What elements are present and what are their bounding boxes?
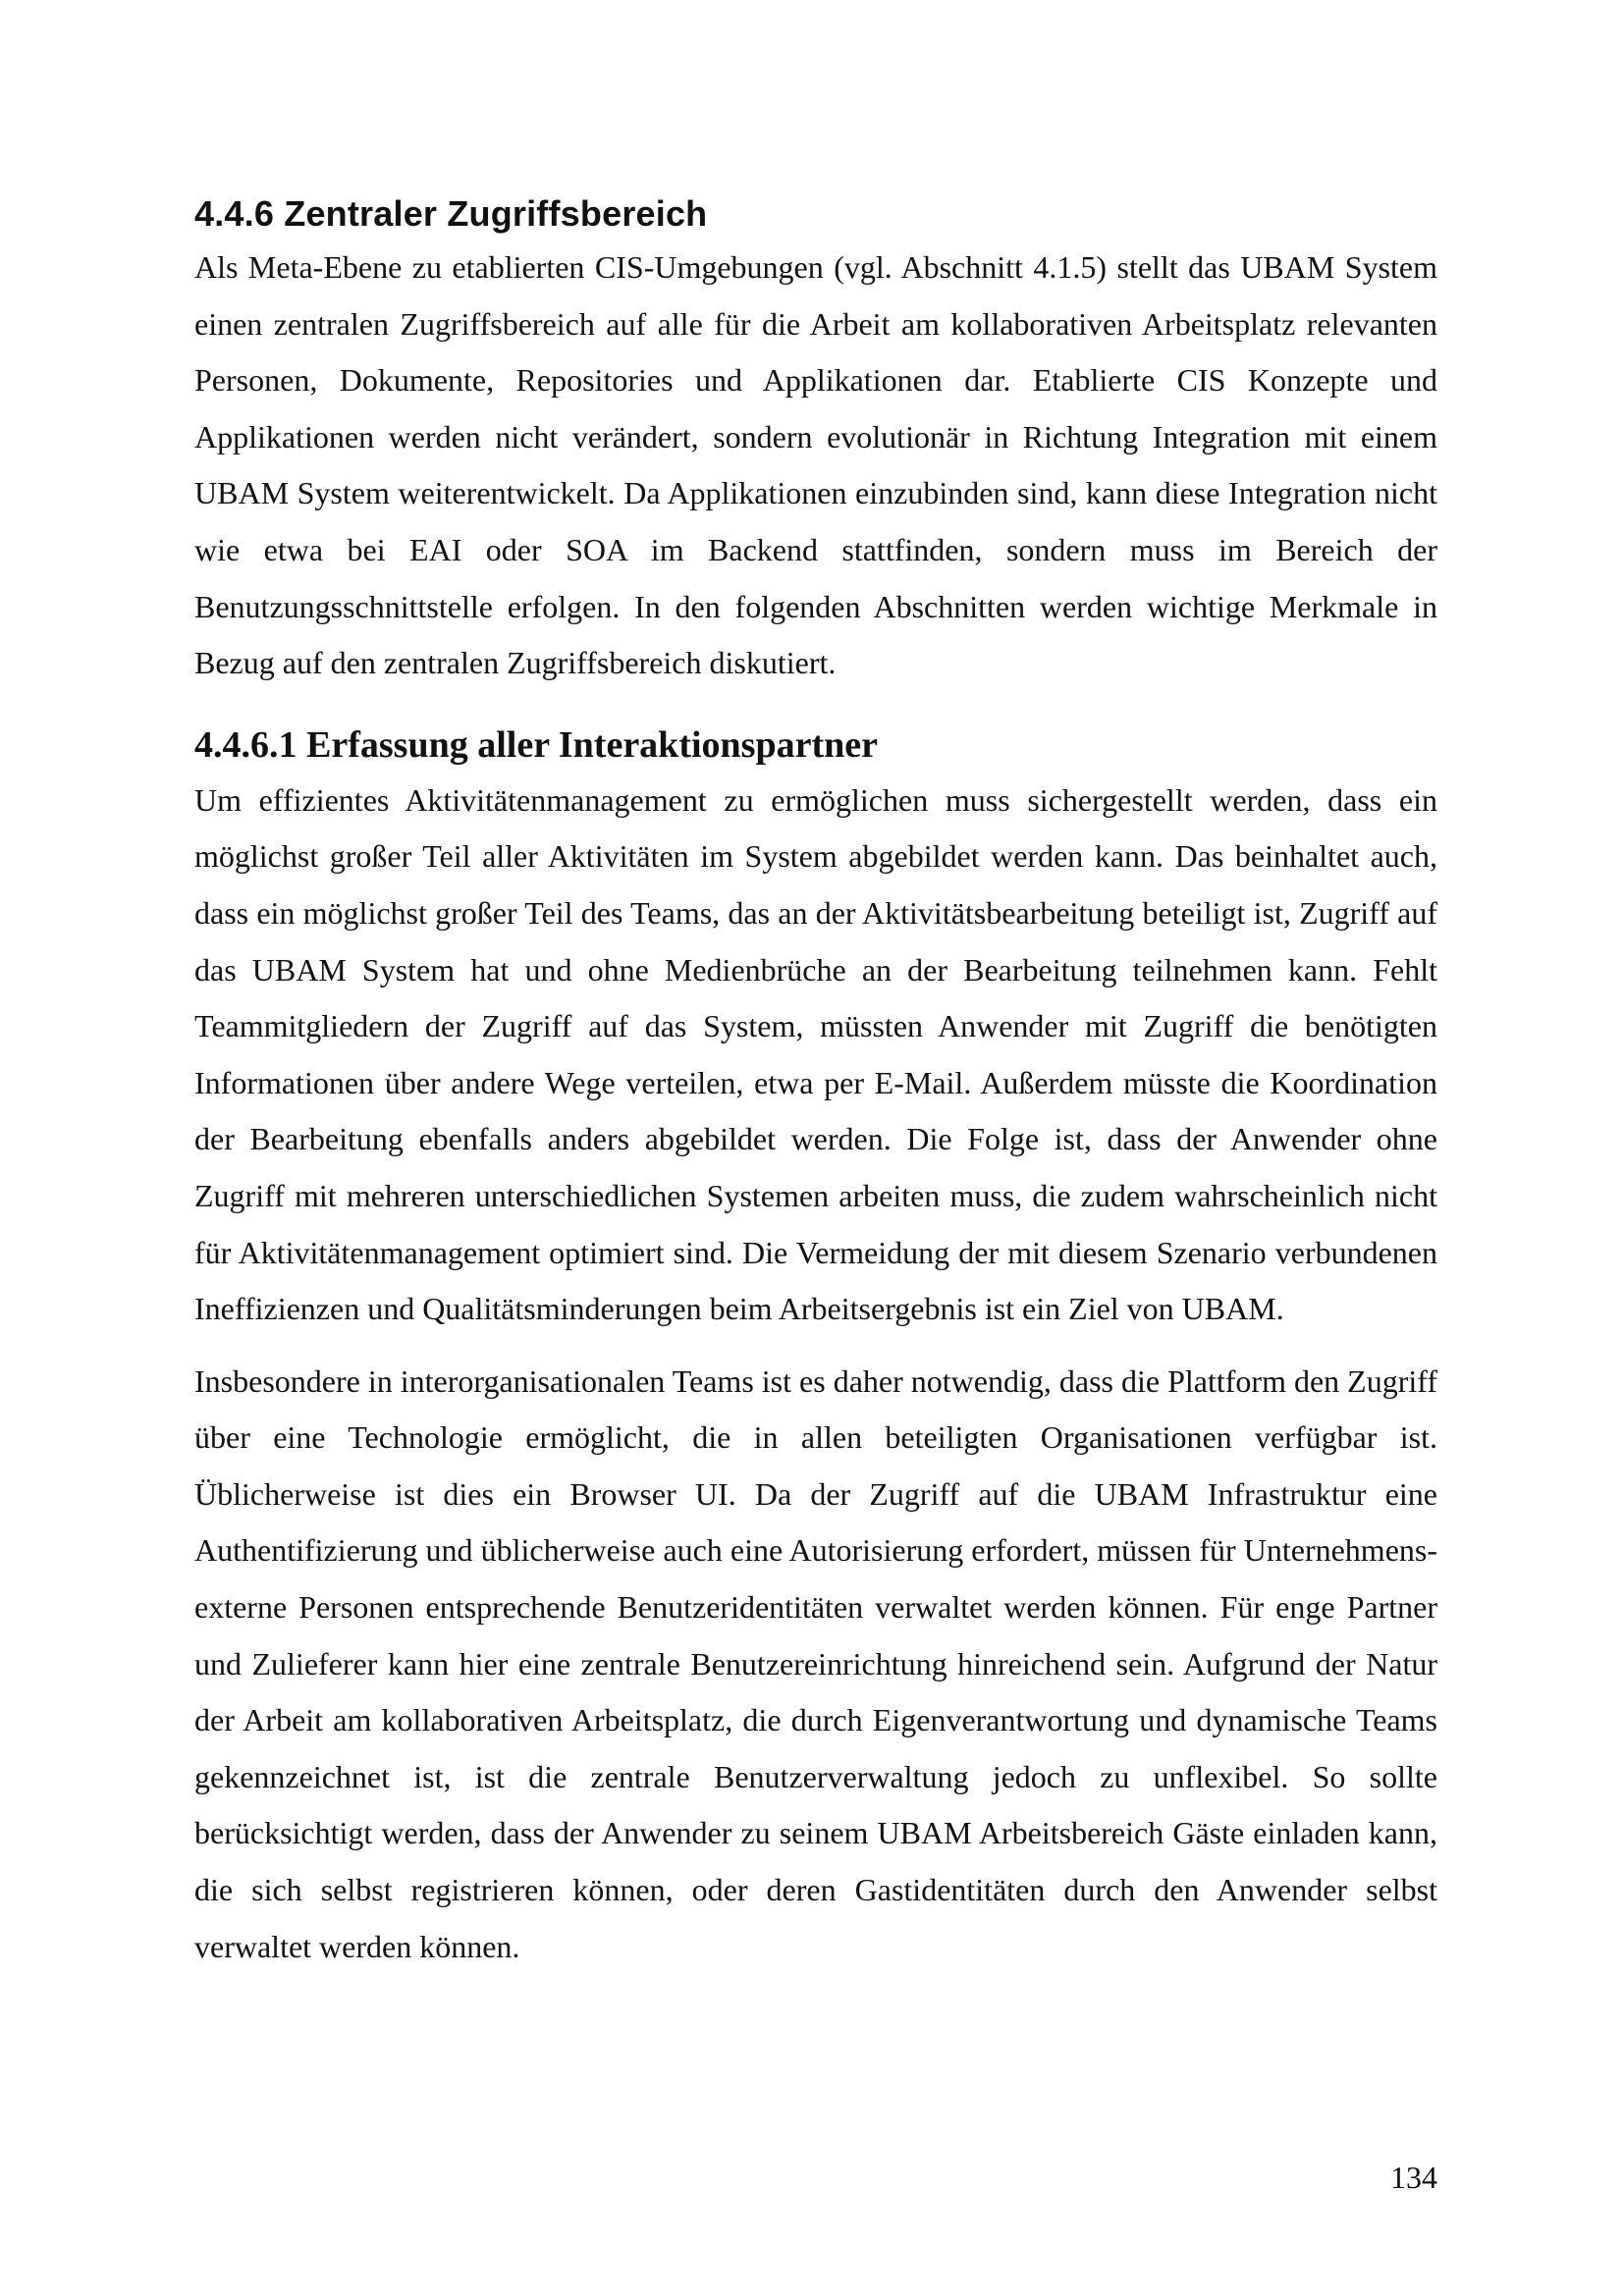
- subsection-paragraph-2: Insbesondere in interorganisationalen Teams ist es daher notwendig, dass die Plattform den Zugriff über eine Technologie ermöglicht, die in allen beteiligten Organisationen verfügbar ist. Üblicherweise ist dies ein Browser UI. Da der Zugriff auf die UBAM Infrastruktur eine Authentifizierung und üblicherweise auch eine Autorisierung erfordert, müssen für Unternehmens-externe Personen entsprechende Benutzeridentitäten verwaltet werden können. Für enge Partner und Zulieferer kann hier eine zentrale Benutzereinrichtung hinreichend sein. Aufgrund der Natur der Arbeit am kollaborativen Arbeitsplatz, die durch Eigenverantwortung und dynamische Teams gekennzeichnet ist, ist die zentrale Benutzerverwaltung jedoch zu unflexibel. So sollte berücksichtigt werden, dass der Anwender zu seinem UBAM Arbeitsbereich Gäste einladen kann, die sich selbst registrieren können, oder deren Gastidentitäten durch den Anwender selbst verwaltet werden können.: [194, 1362, 1437, 1964]
- subsection-heading: 4.4.6.1 Erfassung aller Interaktionspartner: [194, 723, 878, 766]
- subsection-paragraph-1: Um effizientes Aktivitätenmanagement zu ermöglichen muss sichergestellt werden, dass ein möglichst großer Teil aller Aktivitäten im System abgebildet werden kann. Das beinhaltet auch, dass ein möglichst großer Teil des Teams, das an der Aktivitätsbearbeitung beteiligt ist, Zugriff auf das UBAM System hat und ohne Medienbrüche an der Bearbeitung teilnehmen kann. Fehlt Teammitgliedern der Zugriff auf das System, müssten Anwender mit Zugriff die benötigten Informationen über andere Wege verteilen, etwa per E-Mail. Außerdem müsste die Koordination der Bearbeitung ebenfalls anders abgebildet werden. Die Folge ist, dass der Anwender ohne Zugriff mit mehreren unterschiedlichen Systemen arbeiten muss, die zudem wahrscheinlich nicht für Aktivitätenmanagement optimiert sind. Die Vermeidung der mit diesem Szenario verbundenen Ineffizienzen und Qualitätsminderungen beim Arbeitsergebnis ist ein Ziel von UBAM.: [194, 781, 1437, 1327]
- spacer: [194, 692, 1437, 718]
- section-paragraph: Als Meta-Ebene zu etablierten CIS-Umgebungen (vgl. Abschnitt 4.1.5) stellt das UBAM System einen zentralen Zugriffsbereich auf alle für die Arbeit am kollaborativen Arbeitsplatz relevanten Personen, Dokumente, Repositories und Applikationen dar. Etablierte CIS Konzepte und Applikationen werden nicht verändert, sondern evolutionär in Richtung Integration mit einem UBAM System weiterentwickelt. Da Applikationen einzubinden sind, kann diese Integration nicht wie etwa bei EAI oder SOA im Backend stattfinden, sondern muss im Bereich der Benutzungsschnittstelle erfolgen. In den folgenden Abschnitten werden wichtige Merkmale in Bezug auf den zentralen Zugriffsbereich diskutiert.: [194, 249, 1437, 681]
- paragraph-spacer: [194, 1338, 1437, 1354]
- page-content: [194, 188, 1437, 1975]
- page-number: 134: [1390, 2160, 1437, 2195]
- section-heading: 4.4.6 Zentraler Zugriffsbereich: [194, 193, 708, 234]
